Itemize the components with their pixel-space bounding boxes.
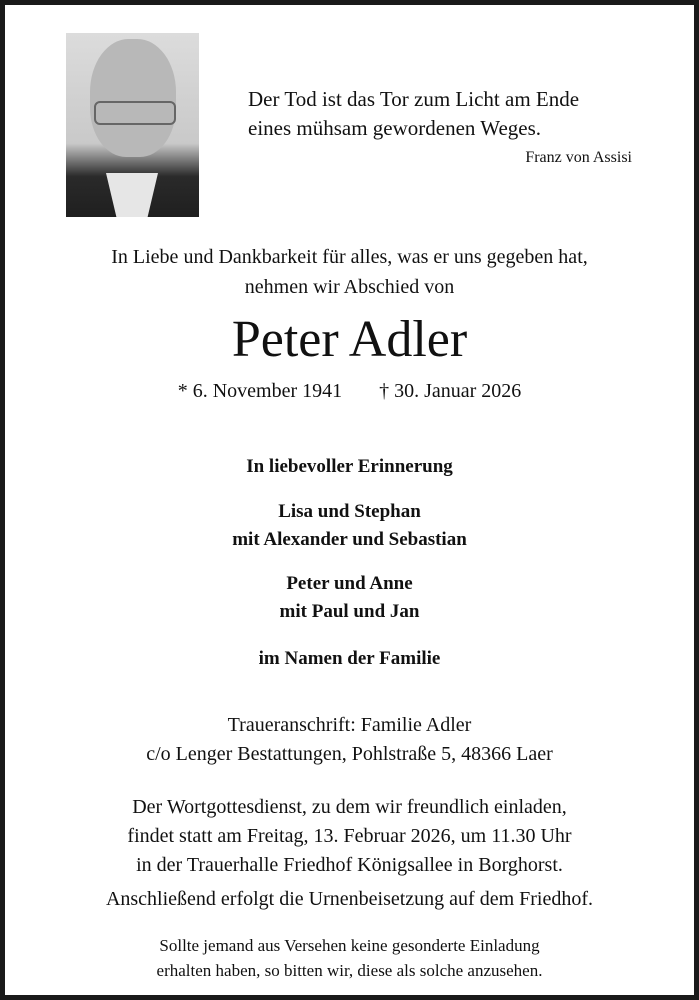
mourning-address: [5, 711, 694, 769]
service-line: Der Wortgottesdienst, zu dem wir freundlich einladen,: [132, 796, 567, 818]
mourners-closing: im Namen der Familie: [258, 648, 441, 669]
quote: [248, 85, 579, 143]
mourner-line: Peter und Anne: [286, 573, 413, 594]
quote-line: eines mühsam gewordenen Weges.: [248, 116, 542, 140]
mourner-group: [5, 570, 694, 626]
note-line: Sollte jemand aus Versehen keine gesonderte Einladung: [159, 936, 540, 955]
service-line: in der Trauerhalle Friedhof Königsallee in Borghorst.: [136, 854, 563, 876]
burial-info: Anschließend erfolgt die Urnenbeisetzung auf dem Friedhof.: [105, 888, 594, 910]
portrait-photo: [66, 33, 199, 217]
mourner-group: [5, 498, 694, 554]
life-dates: [5, 380, 694, 403]
deceased-name: Peter Adler: [231, 311, 468, 368]
intro-line: In Liebe und Dankbarkeit für alles, was er uns gegeben hat,: [111, 246, 588, 268]
mourners-heading: In liebevoller Erinnerung: [246, 456, 453, 477]
intro-line: nehmen wir Abschied von: [244, 276, 455, 298]
portrait-collar: [106, 173, 158, 217]
birth-date: * 6. November 1941: [177, 380, 343, 402]
mourner-line: Lisa und Stephan: [278, 501, 421, 522]
note-line: erhalten haben, so bitten wir, diese als solche anzusehen.: [156, 961, 543, 980]
quote-author: Franz von Assisi: [525, 149, 632, 166]
death-date: † 30. Januar 2026: [379, 380, 522, 402]
address-line: c/o Lenger Bestattungen, Pohlstraße 5, 48366 Laer: [146, 743, 553, 765]
intro-text: [5, 242, 694, 302]
portrait-glasses: [94, 101, 176, 125]
quote-line: Der Tod ist das Tor zum Licht am Ende: [248, 87, 580, 111]
portrait-head: [90, 39, 176, 157]
service-info: [5, 793, 694, 880]
mourner-line: mit Paul und Jan: [279, 601, 420, 622]
address-line: Traueranschrift: Familie Adler: [227, 714, 472, 736]
invitation-note: [5, 933, 694, 983]
mourner-line: mit Alexander und Sebastian: [232, 529, 467, 550]
service-line: findet statt am Freitag, 13. Februar 2026, um 11.30 Uhr: [127, 825, 572, 847]
